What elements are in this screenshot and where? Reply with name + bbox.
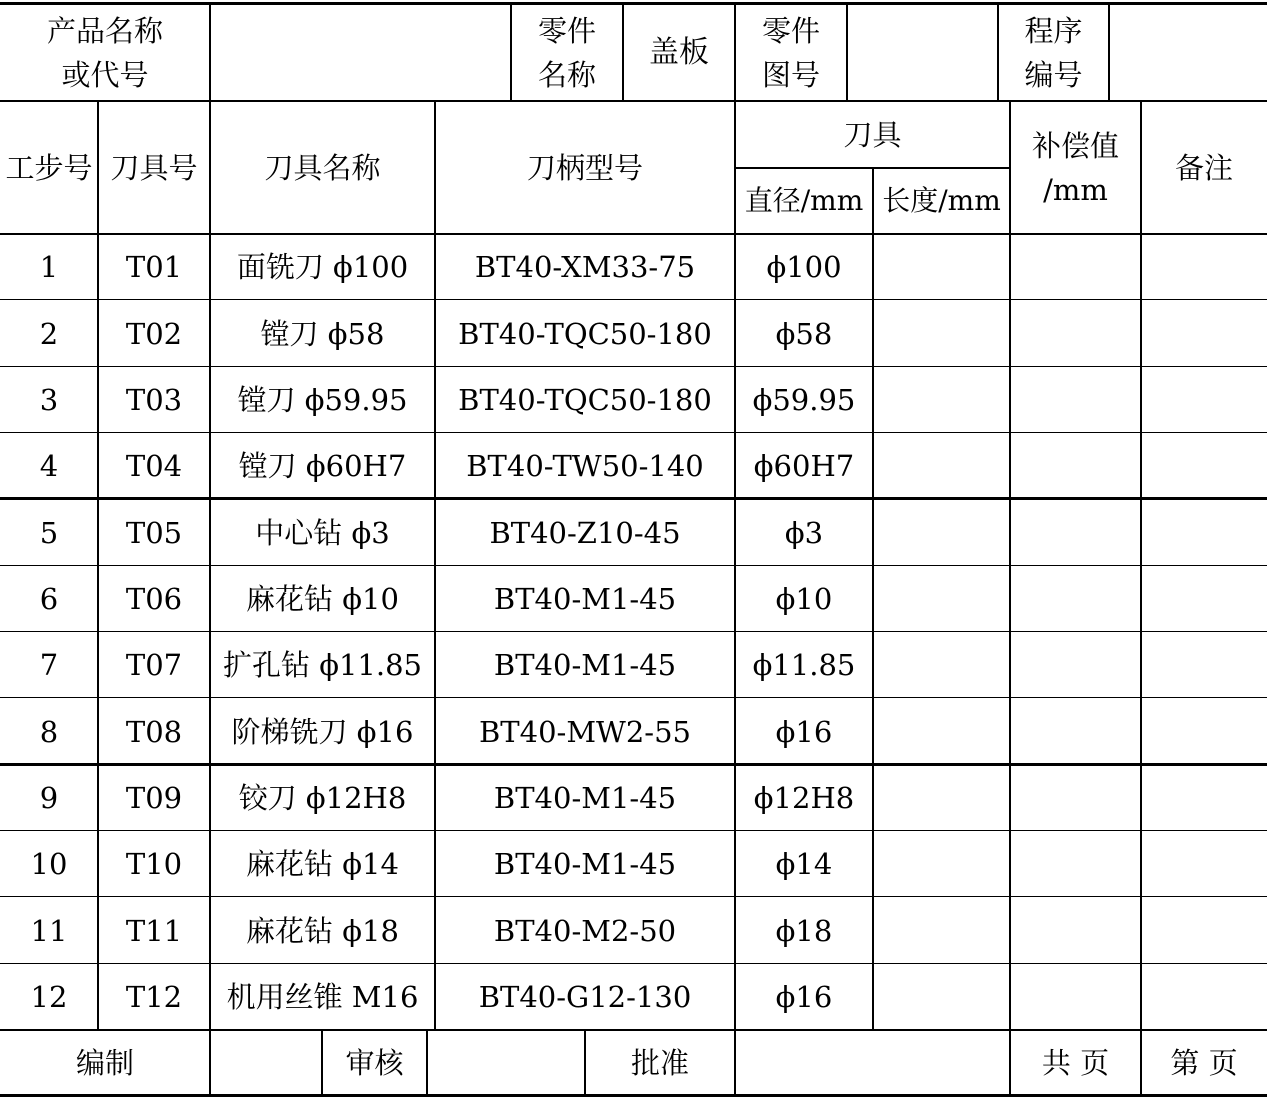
cell-tool-name: 中心钻 ϕ3 <box>255 515 390 550</box>
grid-line <box>622 2 624 102</box>
cell-diameter: ϕ18 <box>775 913 833 948</box>
cell-offset <box>1010 433 1141 499</box>
cell-tool-number: T09 <box>125 781 183 815</box>
grid-line <box>209 2 211 102</box>
approve-label: 批准 <box>630 1046 689 1080</box>
cell-holder-model: BT40-TQC50-180 <box>458 316 712 351</box>
grid-line <box>0 631 1267 632</box>
cell-remark <box>1141 499 1267 566</box>
cell-tool-name: 机用丝锥 M16 <box>226 980 419 1014</box>
cell-length <box>873 632 1010 698</box>
cell-length <box>873 765 1010 831</box>
cell-holder-model: BT40-M1-45 <box>493 648 677 682</box>
cell-tool-number: T05 <box>125 515 183 550</box>
grid-line <box>0 830 1267 831</box>
cell-remark <box>1141 234 1267 300</box>
cell-length <box>873 698 1010 765</box>
cell-tool-name: 阶梯铣刀 ϕ16 <box>231 714 414 749</box>
column-holder-model: 刀柄型号 <box>526 150 643 185</box>
cell-tool-number: T11 <box>125 913 183 948</box>
grid-line <box>0 1029 1267 1031</box>
cell-offset <box>1010 765 1141 831</box>
grid-line <box>1140 101 1142 1096</box>
cell-step: 8 <box>39 714 59 749</box>
cell-remark <box>1141 698 1267 765</box>
grid-line <box>0 565 1267 566</box>
part-name-value: 盖板 <box>649 34 709 70</box>
cell-tool-name: 铰刀 ϕ12H8 <box>238 781 407 815</box>
program-label: 程序 编号 <box>1024 13 1083 92</box>
cell-holder-model: BT40-TW50-140 <box>466 449 704 483</box>
grid-line <box>97 101 99 1030</box>
cell-holder-model: BT40-M2-50 <box>493 913 677 948</box>
cell-offset <box>1010 234 1141 300</box>
cell-step: 6 <box>39 582 59 616</box>
cell-step: 4 <box>39 449 59 483</box>
cell-remark <box>1141 300 1267 367</box>
cell-tool-name: 麻花钻 ϕ18 <box>246 913 399 948</box>
cell-length <box>873 499 1010 566</box>
cell-tool-name: 镗刀 ϕ58 <box>260 316 385 351</box>
grid-line <box>209 101 211 1096</box>
grid-line <box>0 1094 1267 1097</box>
cell-diameter: ϕ12H8 <box>753 781 855 815</box>
cell-step: 2 <box>39 316 59 351</box>
cell-offset <box>1010 698 1141 765</box>
product-value <box>210 4 511 101</box>
cell-tool-number: T10 <box>125 847 183 881</box>
cell-diameter: ϕ16 <box>775 980 833 1014</box>
cell-holder-model: BT40-XM33-75 <box>474 250 696 284</box>
cell-offset <box>1010 897 1141 964</box>
cell-step: 1 <box>39 250 59 284</box>
grid-line <box>434 101 436 1030</box>
cell-diameter: ϕ58 <box>775 316 833 351</box>
column-length: 长度/mm <box>882 184 1001 217</box>
cell-diameter: ϕ11.85 <box>752 648 856 682</box>
cell-offset <box>1010 831 1141 897</box>
cell-diameter: ϕ59.95 <box>752 383 856 417</box>
cell-tool-name: 扩孔钻 ϕ11.85 <box>222 648 422 682</box>
program-value <box>1109 4 1267 101</box>
cell-length <box>873 234 1010 300</box>
cell-offset <box>1010 566 1141 632</box>
cell-tool-name: 面铣刀 ϕ100 <box>236 250 409 284</box>
grid-line <box>0 100 1267 102</box>
cell-step: 9 <box>39 781 59 815</box>
grid-line <box>846 2 848 102</box>
grid-line <box>734 2 736 102</box>
cell-length <box>873 367 1010 433</box>
cell-length <box>873 433 1010 499</box>
cell-length <box>873 300 1010 367</box>
grid-line <box>584 1030 586 1096</box>
cell-remark <box>1141 765 1267 831</box>
column-remark: 备注 <box>1174 150 1233 185</box>
cell-tool-name: 镗刀 ϕ59.95 <box>237 383 408 417</box>
review-value <box>427 1030 585 1096</box>
cell-tool-name: 麻花钻 ϕ10 <box>246 582 399 616</box>
cell-tool-name: 镗刀 ϕ60H7 <box>238 449 407 483</box>
cell-holder-model: BT40-MW2-55 <box>478 714 691 749</box>
grid-line <box>0 432 1267 433</box>
cell-step: 11 <box>30 913 68 948</box>
cell-tool-name: 麻花钻 ϕ14 <box>246 847 399 881</box>
part-number-value <box>847 4 998 101</box>
cell-remark <box>1141 964 1267 1030</box>
cell-offset <box>1010 367 1141 433</box>
grid-line <box>0 497 1267 500</box>
cell-offset <box>1010 964 1141 1030</box>
column-diameter: 直径/mm <box>744 184 864 217</box>
cell-diameter: ϕ10 <box>775 582 833 616</box>
part-number-label: 零件 图号 <box>761 13 820 92</box>
cell-tool-number: T06 <box>125 582 183 616</box>
page-label: 第 页 <box>1170 1046 1238 1080</box>
review-label: 审核 <box>345 1046 404 1080</box>
cell-tool-number: T04 <box>125 449 183 483</box>
cell-tool-number: T07 <box>125 648 183 682</box>
cell-diameter: ϕ100 <box>766 250 842 284</box>
total-pages-label: 共 页 <box>1041 1046 1110 1080</box>
cell-length <box>873 897 1010 964</box>
cell-remark <box>1141 433 1267 499</box>
cell-step: 3 <box>39 383 59 417</box>
cell-remark <box>1141 831 1267 897</box>
cell-holder-model: BT40-Z10-45 <box>489 515 681 550</box>
cell-length <box>873 566 1010 632</box>
grid-line <box>0 896 1267 897</box>
cell-offset <box>1010 499 1141 566</box>
cell-diameter: ϕ60H7 <box>753 449 855 483</box>
compiled-value <box>210 1030 322 1096</box>
grid-line <box>1108 2 1110 102</box>
grid-line <box>0 963 1267 964</box>
approve-value <box>735 1030 1010 1096</box>
cell-length <box>873 964 1010 1030</box>
cell-tool-number: T02 <box>125 316 183 351</box>
grid-line <box>510 2 512 102</box>
cell-remark <box>1141 367 1267 433</box>
cell-step: 12 <box>30 980 68 1014</box>
cell-remark <box>1141 897 1267 964</box>
cell-diameter: ϕ14 <box>775 847 833 881</box>
grid-line <box>0 366 1267 367</box>
cell-holder-model: BT40-M1-45 <box>493 847 677 881</box>
product-label: 产品名称 或代号 <box>46 13 163 92</box>
grid-line <box>734 101 736 1096</box>
cell-holder-model: BT40-TQC50-180 <box>458 383 712 417</box>
cell-holder-model: BT40-G12-130 <box>478 980 692 1014</box>
grid-line <box>997 2 999 102</box>
column-tool-number: 刀具号 <box>110 150 198 185</box>
grid-line <box>426 1030 428 1096</box>
grid-line <box>872 168 874 1030</box>
cell-remark <box>1141 566 1267 632</box>
cell-holder-model: BT40-M1-45 <box>493 781 677 815</box>
cell-tool-number: T08 <box>125 714 183 749</box>
cell-remark <box>1141 632 1267 698</box>
cell-tool-number: T01 <box>125 250 183 284</box>
column-tool-name: 刀具名称 <box>264 150 381 185</box>
part-name-label: 零件 名称 <box>537 13 596 92</box>
column-tool-group: 刀具 <box>843 117 902 152</box>
cell-length <box>873 831 1010 897</box>
grid-line <box>0 697 1267 698</box>
cell-holder-model: BT40-M1-45 <box>493 582 677 616</box>
grid-line <box>0 2 1267 5</box>
cell-step: 5 <box>39 515 59 550</box>
grid-line <box>0 763 1267 766</box>
cell-tool-number: T03 <box>125 383 183 417</box>
cell-offset <box>1010 632 1141 698</box>
cell-offset <box>1010 300 1141 367</box>
cell-step: 10 <box>30 847 68 881</box>
grid-line <box>0 299 1267 300</box>
grid-line <box>321 1030 323 1096</box>
column-step: 工步号 <box>5 150 93 185</box>
cell-tool-number: T12 <box>125 980 183 1014</box>
cell-diameter: ϕ3 <box>784 515 824 550</box>
column-offset: 补偿值 /mm <box>1031 128 1119 207</box>
grid-line <box>0 233 1267 235</box>
compiled-label: 编制 <box>75 1046 134 1080</box>
grid-line <box>1009 101 1011 1096</box>
cell-step: 7 <box>39 648 59 682</box>
cell-diameter: ϕ16 <box>775 714 833 749</box>
